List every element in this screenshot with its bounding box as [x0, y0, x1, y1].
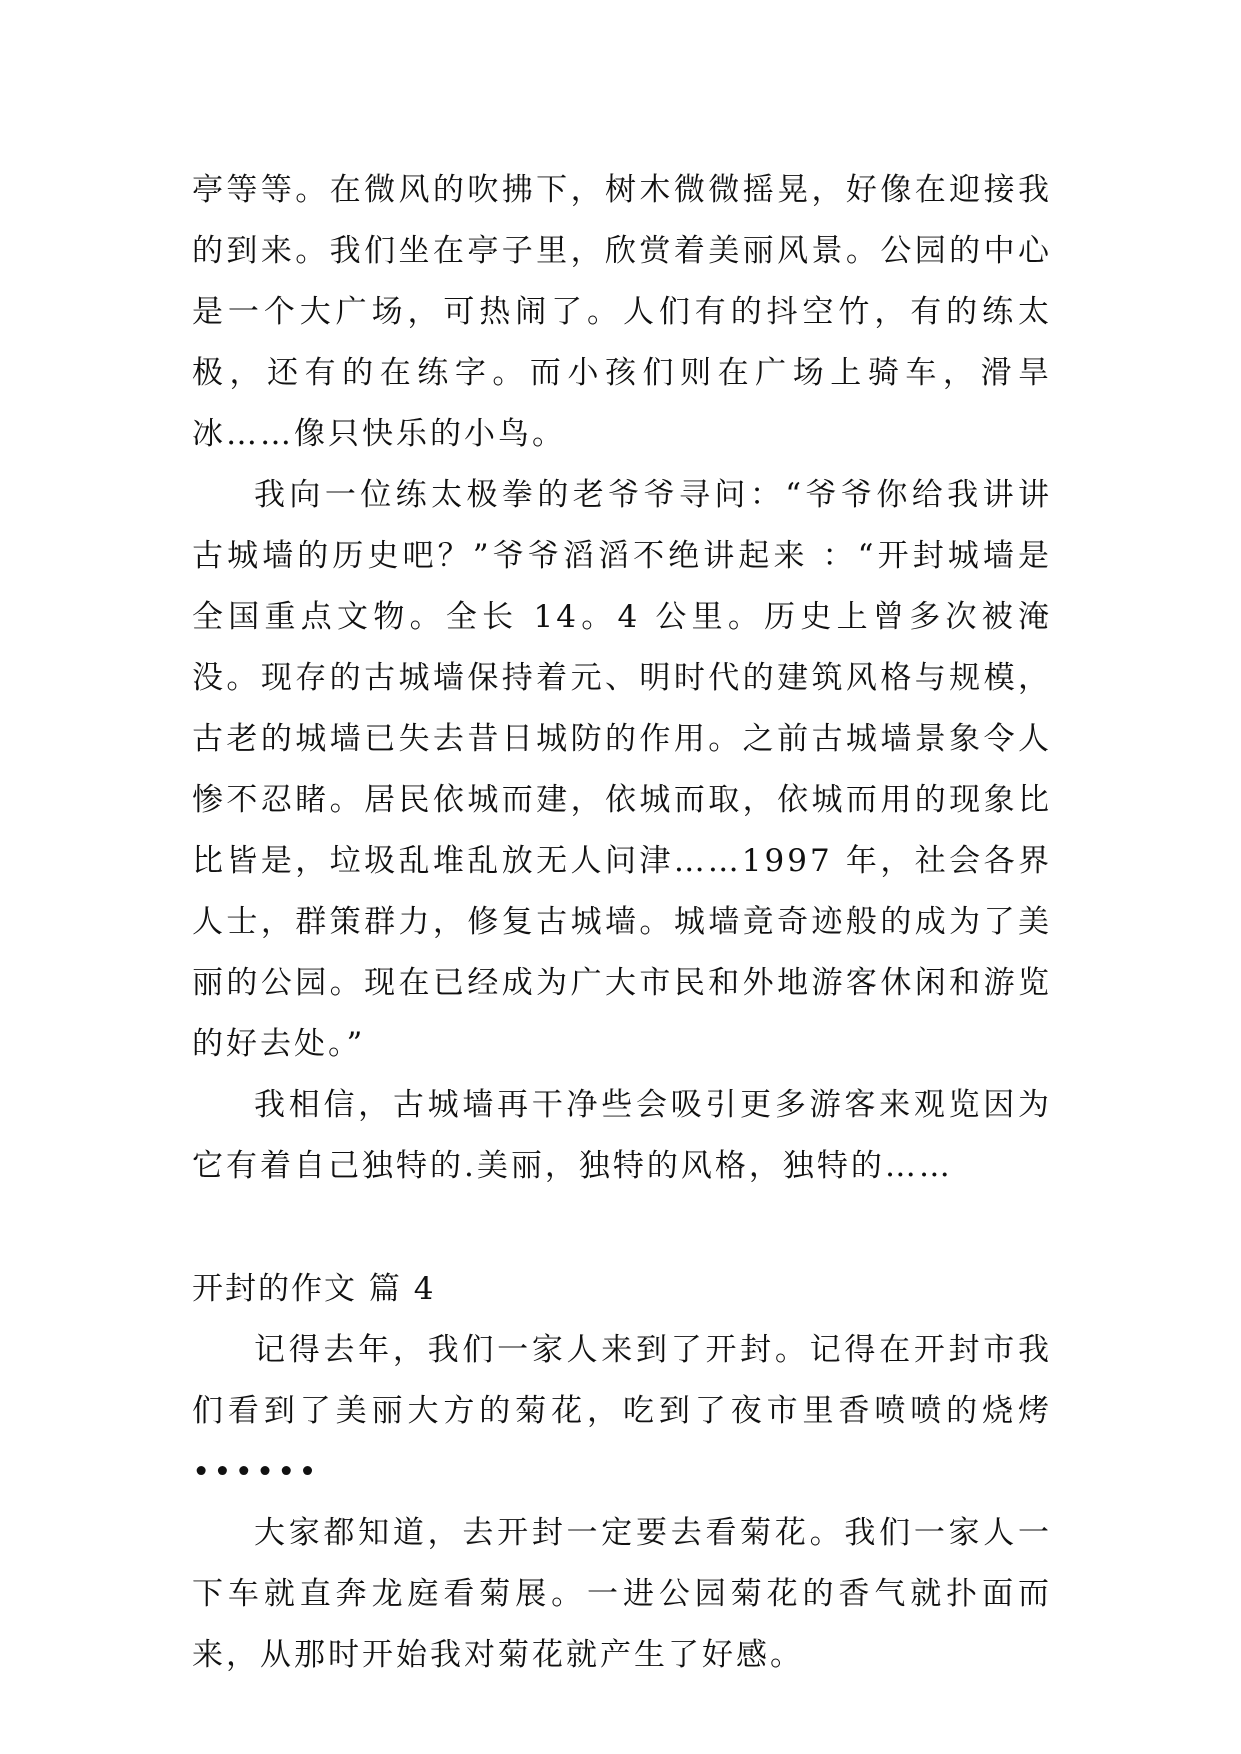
paragraph-grandpa-history: 我向一位练太极拳的老爷爷寻问：“爷爷你给我讲讲古城墙的历史吧？”爷爷滔滔不绝讲起来 ：“开封城墙是全国重点文物。全长 14。4 公里。历史上曾多次被淹没。现存的古城墙保持着元、明时代的建筑风格与规模，古老的城墙已失去昔日城防的作用。之前古城墙景象令人惨不忍睹。居民依城而建，依城而取，依城而用的现象比比皆是，垃圾乱堆乱放无人问津……1997 年，社会各界人士，群策群力，修复古城墙。城墙竟奇迹般的成为了美丽的公园。现在已经成为广大市民和外地游客休闲和游览的好去处。”	[192, 477, 1052, 1062]
paragraph-last-year: 记得去年，我们一家人来到了开封。记得在开封市我们看到了美丽大方的菊花，吃到了夜市里香喷喷的烧烤••••••	[192, 1332, 1052, 1490]
document-body	[192, 160, 1052, 1686]
section-heading: 开封的作文 篇 4	[192, 1271, 436, 1307]
section-spacer	[192, 1197, 1052, 1259]
paragraph-chrysanthemum: 大家都知道，去开封一定要去看菊花。我们一家人一下车就直奔龙庭看菊展。一进公园菊花的香气就扑面而来，从那时开始我对菊花就产生了好感。	[192, 1515, 1052, 1673]
paragraph-park-scene: 亭等等。在微风的吹拂下，树木微微摇晃，好像在迎接我的到来。我们坐在亭子里，欣赏着美丽风景。公园的中心是一个大广场，可热闹了。人们有的抖空竹，有的练太极，还有的在练字。而小孩们则在广场上骑车，滑旱冰……像只快乐的小鸟。	[192, 172, 1052, 452]
paragraph-city-wall-belief: 我相信，古城墙再干净些会吸引更多游客来观览因为它有着自己独特的.美丽，独特的风格，独特的……	[192, 1087, 1052, 1184]
